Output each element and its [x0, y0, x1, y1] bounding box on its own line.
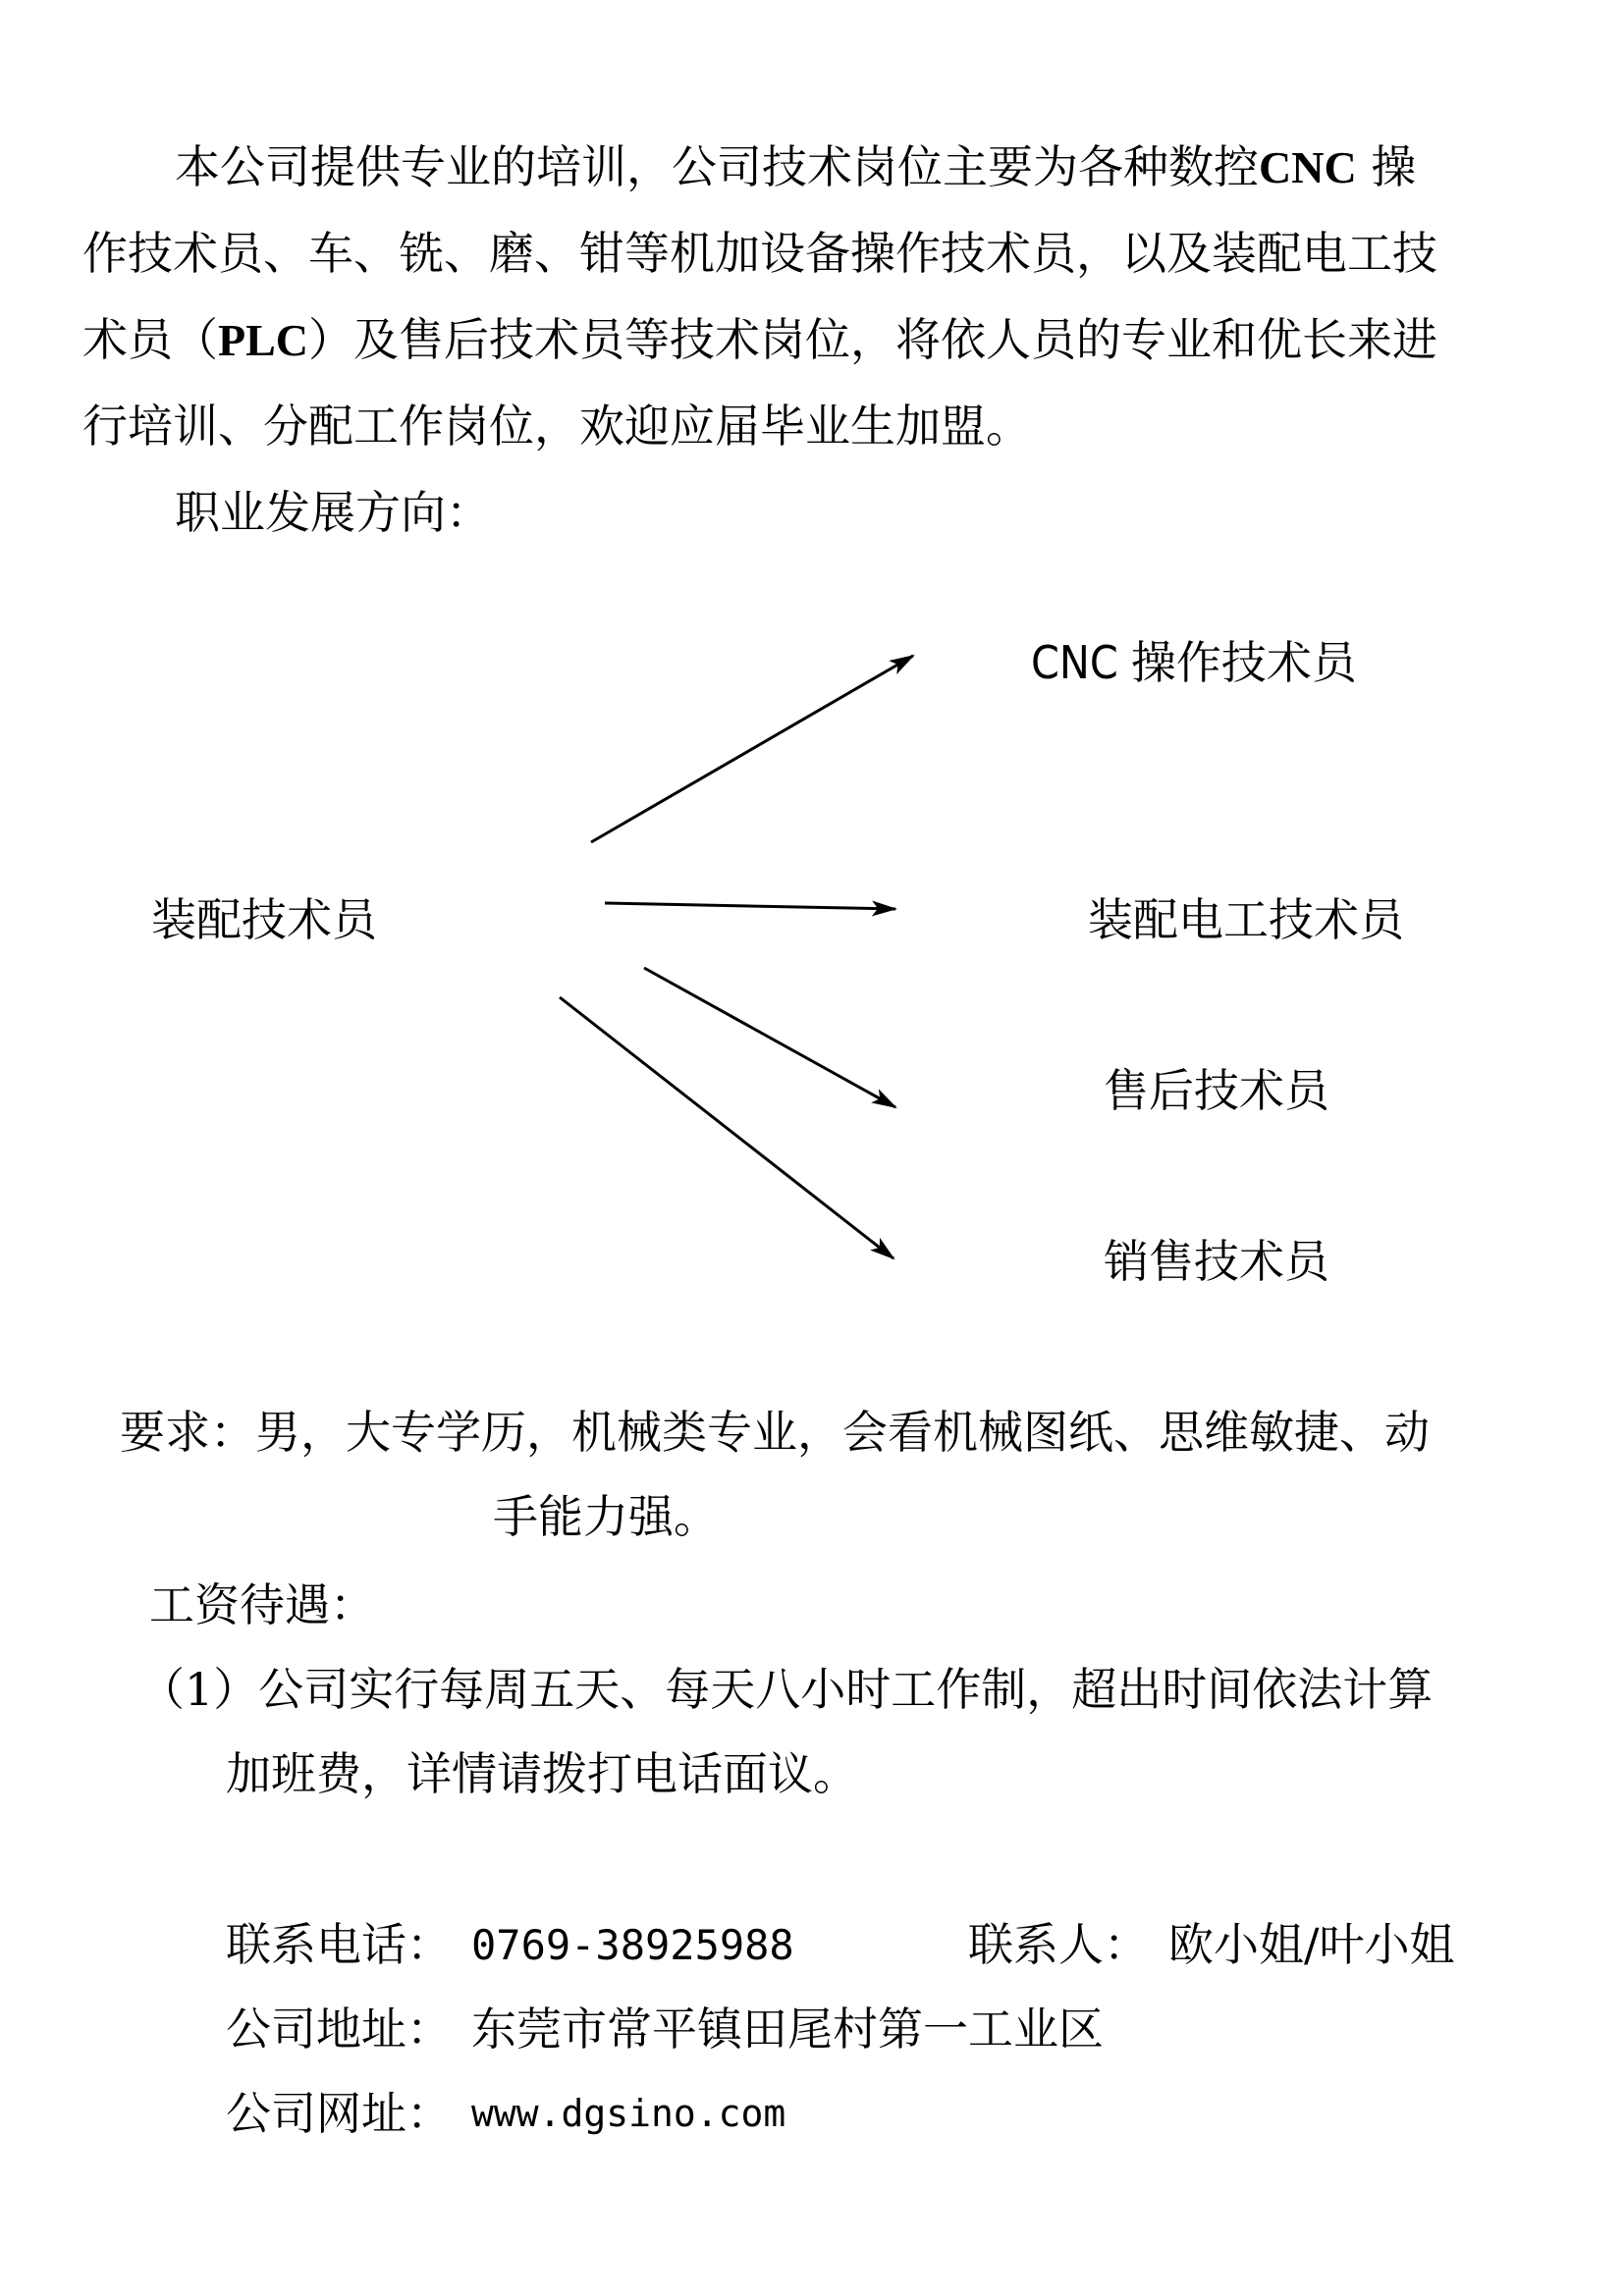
phone-label: 联系电话： — [226, 1918, 452, 1971]
contact-person-value: 欧小姐/叶小姐 — [1168, 1918, 1455, 1971]
arrow-to-assembly-electric — [605, 903, 895, 909]
intro-text: 操 — [1356, 140, 1417, 193]
diagram-target-sales: 销售技术员 — [1104, 1235, 1329, 1288]
career-heading: 职业发展方向： — [175, 486, 491, 539]
intro-text: 术员（ — [82, 313, 218, 366]
requirements-line-2: 手能力强。 — [493, 1490, 719, 1543]
address-label: 公司地址： — [226, 2002, 452, 2056]
salary-item-1-line-2: 加班费，详情请拨打电话面议。 — [226, 1747, 858, 1800]
intro-plc: PLC — [218, 315, 308, 365]
address-value: 东莞市常平镇田尾村第一工业区 — [471, 2002, 1104, 2056]
website-label: 公司网址： — [226, 2087, 452, 2140]
intro-text: ）及售后技术员等技术岗位，将依人员的专业和优长来进 — [308, 313, 1437, 366]
diagram-source: 装配技术员 — [151, 893, 377, 946]
arrow-to-cnc — [591, 656, 913, 842]
requirements-line-1: 要求：男，大专学历，机械类专业，会看机械图纸、思维敏捷、动 — [120, 1406, 1430, 1459]
arrow-to-sales — [560, 997, 893, 1258]
phone-value: 0769-38925988 — [471, 1921, 794, 1969]
salary-heading: 工资待遇： — [149, 1578, 375, 1631]
salary-item-1-line-1: （1）公司实行每周五天、每天八小时工作制，超出时间依法计算 — [139, 1663, 1434, 1716]
contact-person-label: 联系人： — [968, 1918, 1149, 1971]
diagram-target-after-sales: 售后技术员 — [1104, 1064, 1329, 1117]
website-value: www.dgsino.com — [471, 2092, 786, 2135]
intro-line-4: 行培训、分配工作岗位，欢迎应届毕业生加盟。 — [82, 400, 1031, 453]
arrow-to-after-sales — [644, 968, 895, 1107]
diagram-target-cnc: CNC 操作技术员 — [1031, 636, 1357, 689]
diagram-target-assembly-electric: 装配电工技术员 — [1088, 893, 1404, 946]
intro-line-2: 作技术员、车、铣、磨、钳等机加设备操作技术员，以及装配电工技 — [82, 227, 1437, 280]
intro-text: 本公司提供专业的培训，公司技术岗位主要为各种数控 — [175, 140, 1259, 193]
intro-cnc: CNC — [1259, 142, 1357, 192]
